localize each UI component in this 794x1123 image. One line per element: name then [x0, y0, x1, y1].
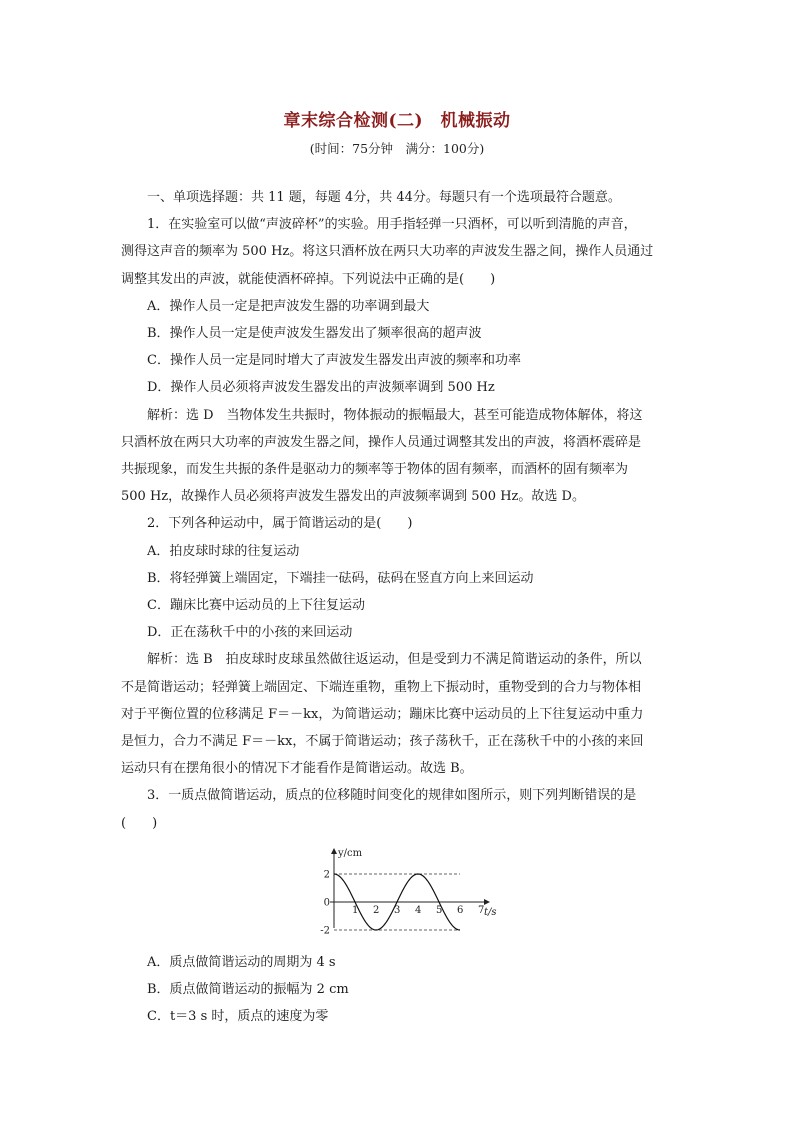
x-tick-label: 5 [436, 904, 443, 916]
q2-answer-line3: 对于平衡位置的位移满足 F＝－kx，为简谐运动；蹦床比赛中运动员的上下往复运动中重力 [121, 706, 644, 722]
q3-stem-line2: ( ) [121, 815, 158, 831]
q3-stem-line1: 3．一质点做简谐运动，质点的位移随时间变化的规律如图所示，则下列判断错误的是 [147, 788, 637, 804]
x-tick-label: 3 [394, 904, 401, 916]
q1-stem-line1: 1．在实验室可以做“声波碎杯”的实验。用手指轻弹一只酒杯，可以听到清脆的声音， [147, 217, 637, 233]
y-tick-label: -2 [320, 925, 330, 937]
q2-option-a: A．拍皮球时球的往复运动 [147, 543, 300, 559]
q1-stem-line2: 测得这声音的频率为 500 Hz。将这只酒杯放在两只大功率的声波发生器之间，操作人员通过 [121, 244, 654, 260]
q2-answer-line1: 解析：选 B 拍皮球时皮球虽然做往返运动，但是受到力不满足简谐运动的条件，所以 [147, 652, 642, 668]
x-tick-label: 6 [457, 904, 464, 916]
page-subtitle: (时间：75分钟 满分：100分) [309, 141, 485, 156]
q2-option-c: C．蹦床比赛中运动员的上下往复运动 [147, 598, 365, 614]
x-tick-label: 1 [352, 904, 359, 916]
q1-option-c: C．操作人员一定是同时增大了声波发生器发出声波的频率和功率 [147, 353, 521, 369]
q1-answer-line2: 只酒杯放在两只大功率的声波发生器之间，操作人员通过调整其发出的声波，将酒杯震碎是 [121, 434, 642, 450]
document-body [121, 184, 676, 1030]
q2-stem: 2．下列各种运动中，属于简谐运动的是( ) [147, 516, 413, 532]
q1-option-d: D．操作人员必须将声波发生器发出的声波频率调到 500 Hz [147, 380, 495, 396]
x-axis-label: t/s [484, 906, 497, 918]
q2-option-b: B．将轻弹簧上端固定，下端挂一砝码，砝码在竖直方向上来回运动 [147, 570, 534, 586]
q2-answer-line2: 不是简谐运动；轻弹簧上端固定、下端连重物，重物上下振动时，重物受到的合力与物体相 [121, 679, 642, 695]
q2-answer-line4: 是恒力，合力不满足 F＝－kx，不属于简谐运动；孩子荡秋千，正在荡秋千中的小孩的来回 [121, 734, 644, 750]
y-tick-label: 0 [323, 897, 330, 909]
q3-option-a: A．质点做简谐运动的周期为 4 s [147, 954, 336, 970]
q1-stem-line3: 调整其发出的声波，就能使酒杯碎掉。下列说法中正确的是( ) [121, 271, 496, 287]
displacement-time-graph [314, 845, 497, 943]
q1-answer-line1: 解析：选 D 当物体发生共振时，物体振动的振幅最大，甚至可能造成物体解体，将这 [147, 407, 643, 423]
q3-option-c: C．t＝3 s 时，质点的速度为零 [147, 1009, 329, 1025]
x-tick-label: 2 [373, 904, 380, 916]
y-axis-label: y/cm [338, 847, 363, 859]
q2-answer-line5: 运动只有在摆角很小的情况下才能看作是简谐运动。故选 B。 [121, 761, 473, 777]
q3-figure [121, 845, 676, 945]
q2-option-d: D．正在荡秋千中的小孩的来回运动 [147, 625, 353, 641]
y-tick-label: 2 [323, 869, 330, 881]
q1-option-a: A．操作人员一定是把声波发生器的功率调到最大 [147, 298, 430, 314]
x-tick-label: 4 [415, 904, 422, 916]
q1-answer-line3: 共振现象，而发生共振的条件是驱动力的频率等于物体的固有频率，而酒杯的固有频率为 [121, 462, 629, 478]
x-tick-label: 7 [478, 904, 485, 916]
q1-answer-line4: 500 Hz，故操作人员必须将声波发生器发出的声波频率调到 500 Hz。故选 D。 [121, 489, 585, 505]
page-title: 章末综合检测(二) 机械振动 [283, 111, 511, 131]
section-heading: 一、单项选择题：共 11 题，每题 4分，共 44分。每题只有一个选项最符合题意。 [147, 190, 621, 205]
q1-option-b: B．操作人员一定是使声波发生器发出了频率很高的超声波 [147, 326, 482, 342]
q3-option-b: B．质点做简谐运动的振幅为 2 cm [147, 982, 349, 998]
